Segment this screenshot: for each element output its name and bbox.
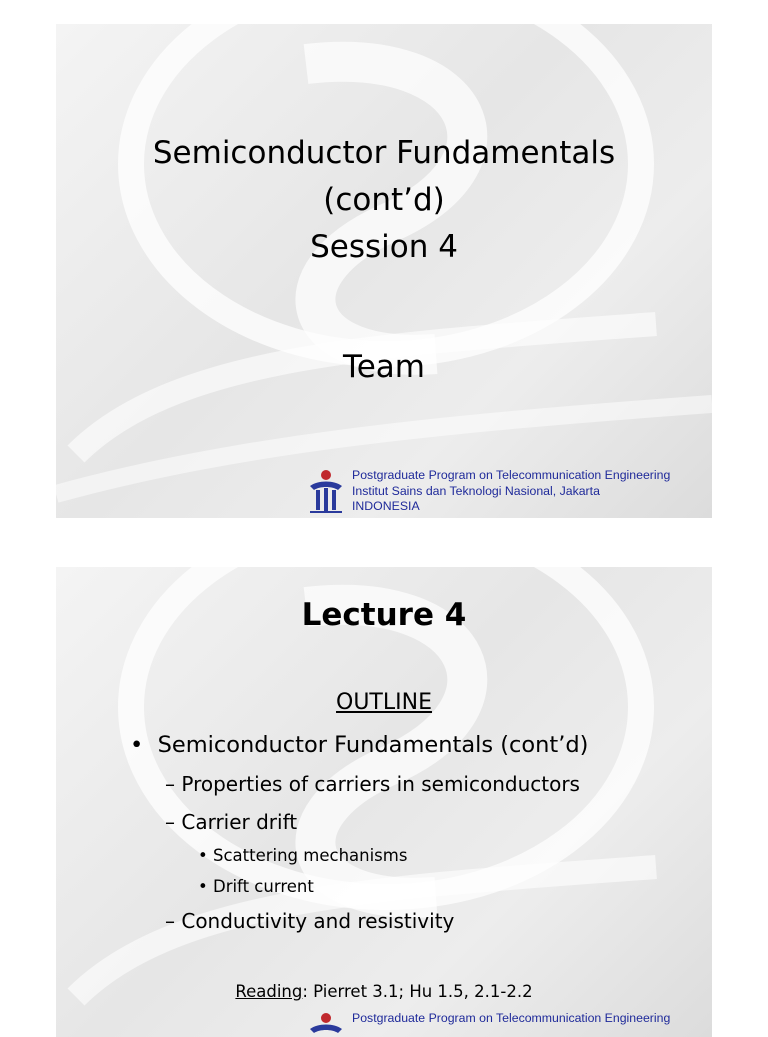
lecture-title: Lecture 4: [301, 597, 467, 633]
bullet-dot-icon: •: [198, 846, 213, 865]
bullet-dot-icon: •: [130, 732, 158, 758]
subsub-bullet-drift-current: • Drift current: [198, 877, 314, 896]
reading-reference: [56, 982, 712, 1001]
reading-text: : Pierret 3.1; Hu 1.5, 2.1-2.2: [302, 982, 533, 1001]
slide-title-line-2: (cont’d): [323, 182, 445, 218]
reading-label: Reading: [235, 982, 303, 1001]
footer-line-3: INDONESIA: [352, 499, 420, 513]
sub-bullet-properties: – Properties of carriers in semiconductors: [165, 772, 580, 796]
institution-logo-icon: [306, 468, 346, 514]
spectech-watermark-logo: [56, 567, 712, 1037]
slide-title-line-3: Session 4: [310, 229, 458, 265]
institution-logo-icon: [306, 1011, 346, 1037]
spectech-watermark-logo: [56, 24, 712, 518]
sub-bullet-carrier-drift: – Carrier drift: [165, 810, 298, 834]
bullet-dot-icon: •: [198, 877, 213, 896]
title-slide: [56, 24, 712, 518]
slide-title-line-1: Semiconductor Fundamentals: [152, 135, 616, 171]
footer-line-1: Postgraduate Program on Telecommunication Engineering: [352, 1011, 671, 1025]
subsub-bullet-scattering: • Scattering mechanisms: [198, 846, 408, 865]
team-label: Team: [343, 349, 425, 385]
footer-line-2: Institut Sains dan Teknologi Nasional, Jakarta: [352, 483, 600, 498]
outline-heading: OUTLINE: [336, 690, 432, 715]
outline-slide: [56, 567, 712, 1037]
footer-line-1: Postgraduate Program on Telecommunication Engineering: [352, 468, 671, 482]
sub-bullet-conductivity: – Conductivity and resistivity: [165, 909, 455, 933]
bullet-main: • Semiconductor Fundamentals (cont’d): [130, 732, 589, 758]
